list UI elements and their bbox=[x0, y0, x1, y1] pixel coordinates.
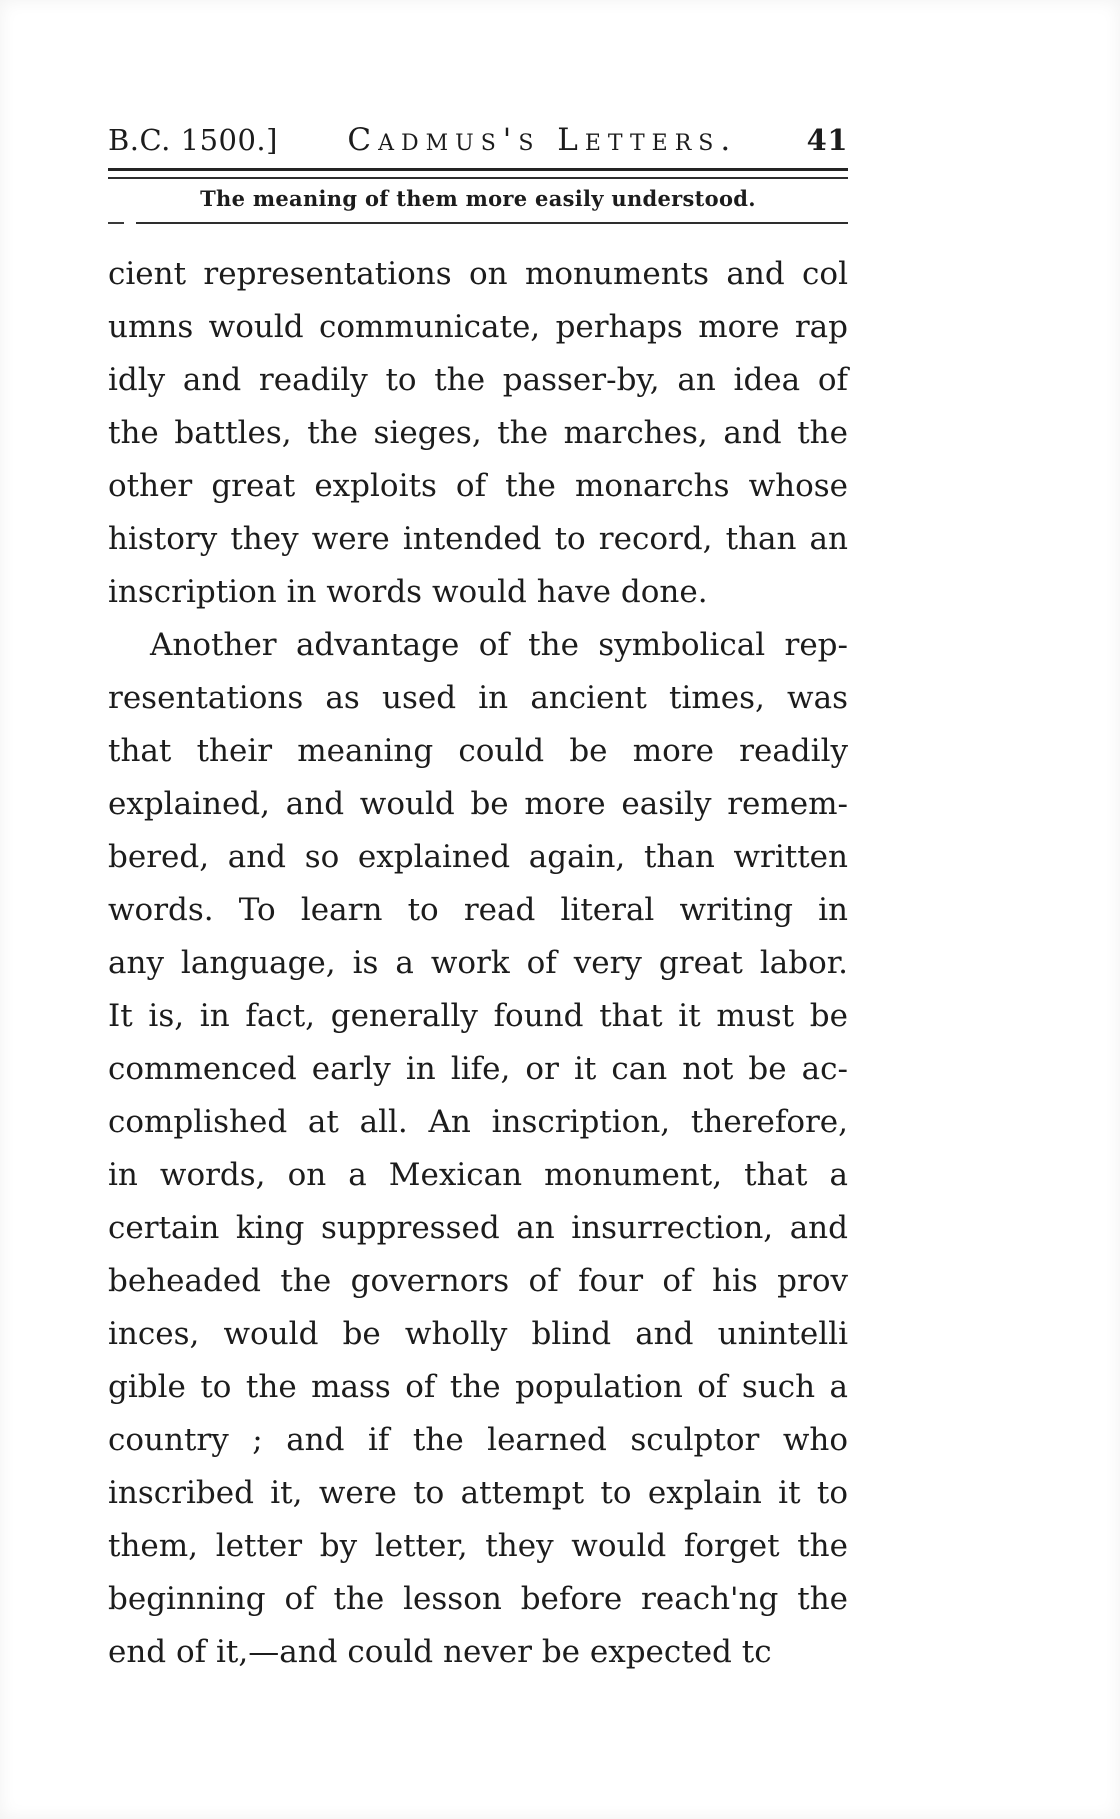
subtitle-divider bbox=[108, 222, 848, 224]
text-line: other great exploits of the monarchs whose bbox=[108, 468, 848, 504]
text-line: explained, and would be more easily remem- bbox=[108, 786, 848, 822]
text-line: beginning of the lesson before reach'ng the bbox=[108, 1581, 848, 1617]
text-line: any language, is a work of very great labor. bbox=[108, 945, 848, 981]
text-line: words. To learn to read literal writing in bbox=[108, 892, 848, 928]
text-line: certain king suppressed an insurrection, and bbox=[108, 1210, 848, 1246]
text-line: bered, and so explained again, than written bbox=[108, 839, 848, 875]
text-line: history they were intended to record, than an bbox=[108, 521, 848, 557]
text-line: country ; and if the learned sculptor who bbox=[108, 1422, 848, 1458]
text-line: that their meaning could be more readily bbox=[108, 733, 848, 769]
body-text bbox=[108, 248, 848, 1679]
text-line: gible to the mass of the population of such a bbox=[108, 1369, 848, 1405]
text-line: inscription in words would have done. bbox=[108, 574, 708, 610]
text-line: resentations as used in ancient times, was bbox=[108, 680, 848, 716]
text-line: inces, would be wholly blind and unintelli bbox=[108, 1316, 848, 1352]
text-line: complished at all. An inscription, therefore, bbox=[108, 1104, 848, 1140]
text-line: in words, on a Mexican monument, that a bbox=[108, 1157, 848, 1193]
header-divider bbox=[108, 168, 848, 179]
text-line: commenced early in life, or it can not be ac- bbox=[108, 1051, 848, 1087]
header-title: Cadmus's Letters. bbox=[347, 122, 738, 158]
text-line: It is, in fact, generally found that it must be bbox=[108, 998, 848, 1034]
text-line: the battles, the sieges, the marches, and the bbox=[108, 415, 848, 451]
page-number: 41 bbox=[806, 123, 848, 157]
page-header bbox=[108, 122, 848, 158]
text-line: idly and readily to the passer-by, an idea of bbox=[108, 362, 848, 398]
page-content bbox=[108, 122, 848, 1679]
text-line: them, letter by letter, they would forget the bbox=[108, 1528, 848, 1564]
text-line: umns would communicate, perhaps more rap bbox=[108, 309, 848, 345]
text-line: inscribed it, were to attempt to explain it to bbox=[108, 1475, 848, 1511]
text-line: beheaded the governors of four of his prov bbox=[108, 1263, 848, 1299]
text-line: cient representations on monuments and col bbox=[108, 256, 848, 292]
text-line: Another advantage of the symbolical rep- bbox=[150, 627, 848, 663]
header-date-label: B.C. 1500.] bbox=[108, 123, 278, 157]
divider-line bbox=[136, 222, 848, 224]
running-subtitle: The meaning of them more easily understood. bbox=[200, 186, 756, 211]
text-line: end of it,—and could never be expected tc bbox=[108, 1634, 772, 1670]
divider-dash bbox=[108, 222, 124, 224]
